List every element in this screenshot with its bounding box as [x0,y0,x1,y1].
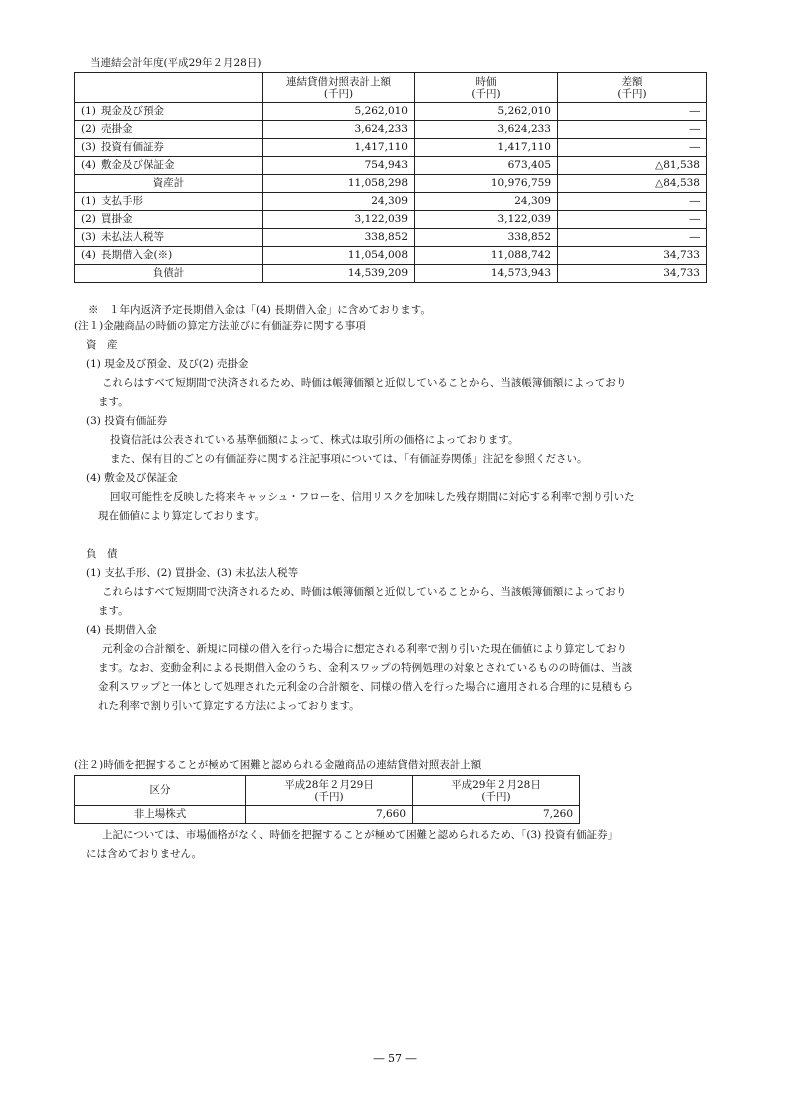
table-row: 非上場株式 7,660 7,260 [75,806,580,824]
asset-item-1-text: これらはすべて短期間で決済されるため、時価は帳簿価額と近似していることから、当該帳簿価額によっており [102,377,627,389]
liability-item-4-text: 元利金の合計額を、新規に同様の借入を行った場合に想定される利率で割り引いた現在価値により算定しており [102,643,627,655]
table-header-row [75,73,707,103]
asset-total-row: 資産計 11,058,298 10,976,759 △84,538 [75,175,707,193]
asset-item-1-title: (1) 現金及び預金、及び(2) 売掛金 [86,358,249,370]
asset-item-3-text: 投資信託は公表されている基準価額によって、株式は取引所の価格によっております。 [110,434,519,446]
liability-item-4-text-2: ます。なお、変動金利による長期借入金のうち、金利スワップの特例処理の対象とされているものの時価は、当該 [98,662,633,674]
header-curr-year: 平成29年２月28日 (千円) [413,776,580,806]
header-book-value: 連結貸借対照表計上額 (千円) [263,73,415,103]
header-difference: 差額 (千円) [558,73,707,103]
assets-heading: 資 産 [86,339,118,351]
header-blank [75,73,263,103]
note2-text-line2: には含めておりません。 [86,848,203,860]
liability-item-1-text-cont: ます。 [98,605,129,617]
table-row: (4) 敷金及び保証金 754,943 673,405 △81,538 [75,157,707,175]
table-row: (3) 未払法人税等 338,852 338,852 ― [75,229,707,247]
liability-item-4-text-4: れた利率で割り引いて算定する方法によっております。 [98,700,360,712]
note2-title: (注２)時価を把握することが極めて困難と認められる金融商品の連結貸借対照表計上額 [74,759,482,771]
note1-section [74,317,635,716]
asset-item-4-title: (4) 敷金及び保証金 [86,472,178,484]
header-prev-year: 平成28年２月29日 (千円) [246,776,413,806]
table-row: (1) 現金及び預金 5,262,010 5,262,010 ― [75,103,707,121]
fair-value-table [74,72,707,283]
table-row: (4) 長期借入金(※) 11,054,008 11,088,742 34,733 [75,247,707,265]
table-row: (1) 支払手形 24,309 24,309 ― [75,193,707,211]
table-row: (2) 売掛金 3,624,233 3,624,233 ― [75,121,707,139]
liability-item-1-text: これらはすべて短期間で決済されるため、時価は帳簿価額と近似していることから、当該帳簿価額によっており [102,586,627,598]
liability-item-4-title: (4) 長期借入金 [86,624,157,636]
table-row: (2) 買掛金 3,122,039 3,122,039 ― [75,211,707,229]
asset-item-3-text-2: また、保有目的ごとの有価証券に関する注記事項については、「有価証券関係」注記を参照ください。 [110,453,588,465]
liability-item-4-text-3: 金利スワップと一体として処理された元利金の合計額を、同様の借入を行った場合に適用される合理的に見積もら [98,681,633,693]
table1-caption: 当連結会計年度(平成29年２月28日) [90,57,262,69]
header-category: 区分 [75,776,246,806]
asset-item-1-text-cont: ます。 [98,396,129,408]
note2-text-line1: 上記については、市場価格がなく、時価を把握することが極めて困難と認められるため、「(3) 投資有価証券」 [102,829,619,841]
table-row: (3) 投資有価証券 1,417,110 1,417,110 ― [75,139,707,157]
liability-total-row: 負債計 14,539,209 14,573,943 34,733 [75,265,707,283]
header-fair-value: 時価 (千円) [415,73,558,103]
asset-item-4-text: 回収可能性を反映した将来キャッシュ・フローを、信用リスクを加味した残存期間に対応する利率で割り引いた [110,491,635,503]
table1-footnote: ※ １年内返済予定長期借入金は「(4) 長期借入金」に含めております。 [88,304,431,316]
note2-text [74,826,618,864]
liability-item-1-title: (1) 支払手形、(2) 買掛金、(3) 未払法人税等 [86,567,299,579]
liabilities-heading: 負 債 [86,548,118,560]
table-header-row [75,776,580,806]
asset-item-3-title: (3) 投資有価証券 [86,415,168,427]
unlisted-stocks-table [74,775,580,824]
page-number: ― 57 ― [373,1052,417,1065]
note1-title: (注１)金融商品の時価の算定方法並びに有価証券に関する事項 [74,320,366,332]
asset-item-4-text-cont: 現在価値により算定しております。 [98,510,266,522]
